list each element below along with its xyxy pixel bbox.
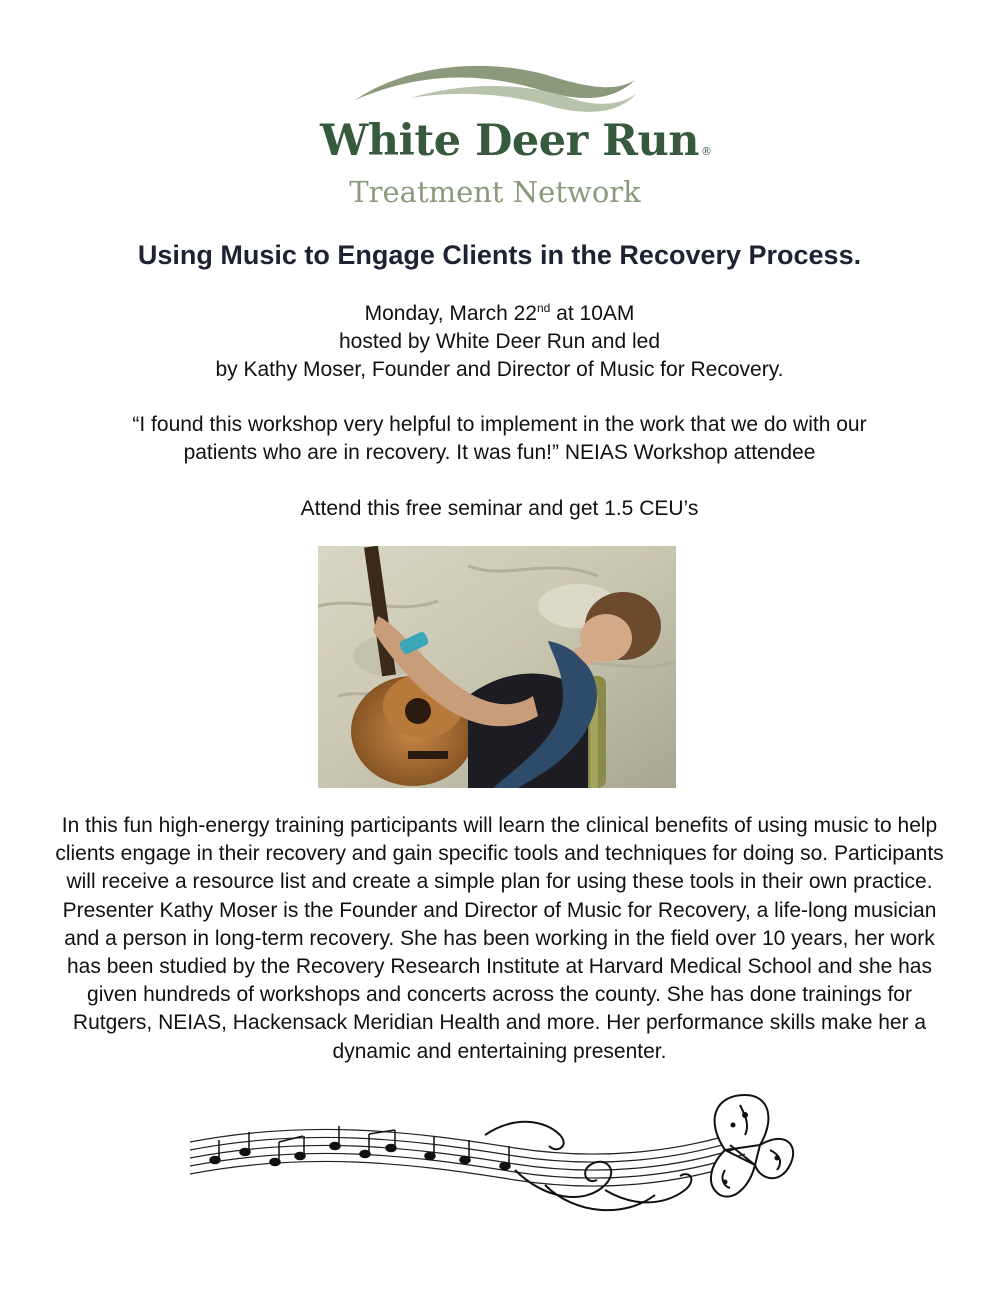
testimonial-line-1: “I found this workshop very helpful to implement in the work that we do with our xyxy=(132,413,867,436)
logo xyxy=(320,58,712,218)
testimonial-line-2: patients who are in recovery. It was fun!” NEIAS Workshop attendee xyxy=(183,441,816,464)
registered-mark: ® xyxy=(700,145,712,158)
event-info xyxy=(0,300,999,384)
description-paragraph: In this fun high-energy training participants will learn the clinical benefits of using music to help clients engage in their recovery and gain specific tools and techniques for doing so. Participants will receive a resource list and create a simple plan for using these tools in their own practice. Presenter Kathy Moser is the Founder and Director of Music for Recovery, a life-long musician and a person in long-term recovery. She has been working in the field over 10 years, her work has been studied by the Recovery Research Institute at Harvard Medical School and she has given hundreds of workshops and concerts across the county. She has done trainings for Rutgers, NEIAS, Hackensack Meridian Health and more. Her performance skills make her a dynamic and entertaining presenter. xyxy=(55,814,944,1063)
guitarist-photo xyxy=(318,546,676,788)
ceu-offer: Attend this free seminar and get 1.5 CEU’s xyxy=(300,497,699,520)
event-host: hosted by White Deer Run and led xyxy=(338,330,661,353)
logo-subtitle: Treatment Network xyxy=(349,175,641,209)
swoosh-icon xyxy=(350,58,640,118)
testimonial xyxy=(0,411,999,467)
event-leader: by Kathy Moser, Founder and Director of Music for Recovery. xyxy=(215,358,784,381)
music-notes-butterfly-icon xyxy=(185,1090,805,1220)
page-title: Using Music to Engage Clients in the Recovery Process. xyxy=(137,240,862,270)
logo-name: White Deer Run ® xyxy=(320,116,712,166)
event-date: Monday, March 22nd at 10AM xyxy=(364,301,635,325)
